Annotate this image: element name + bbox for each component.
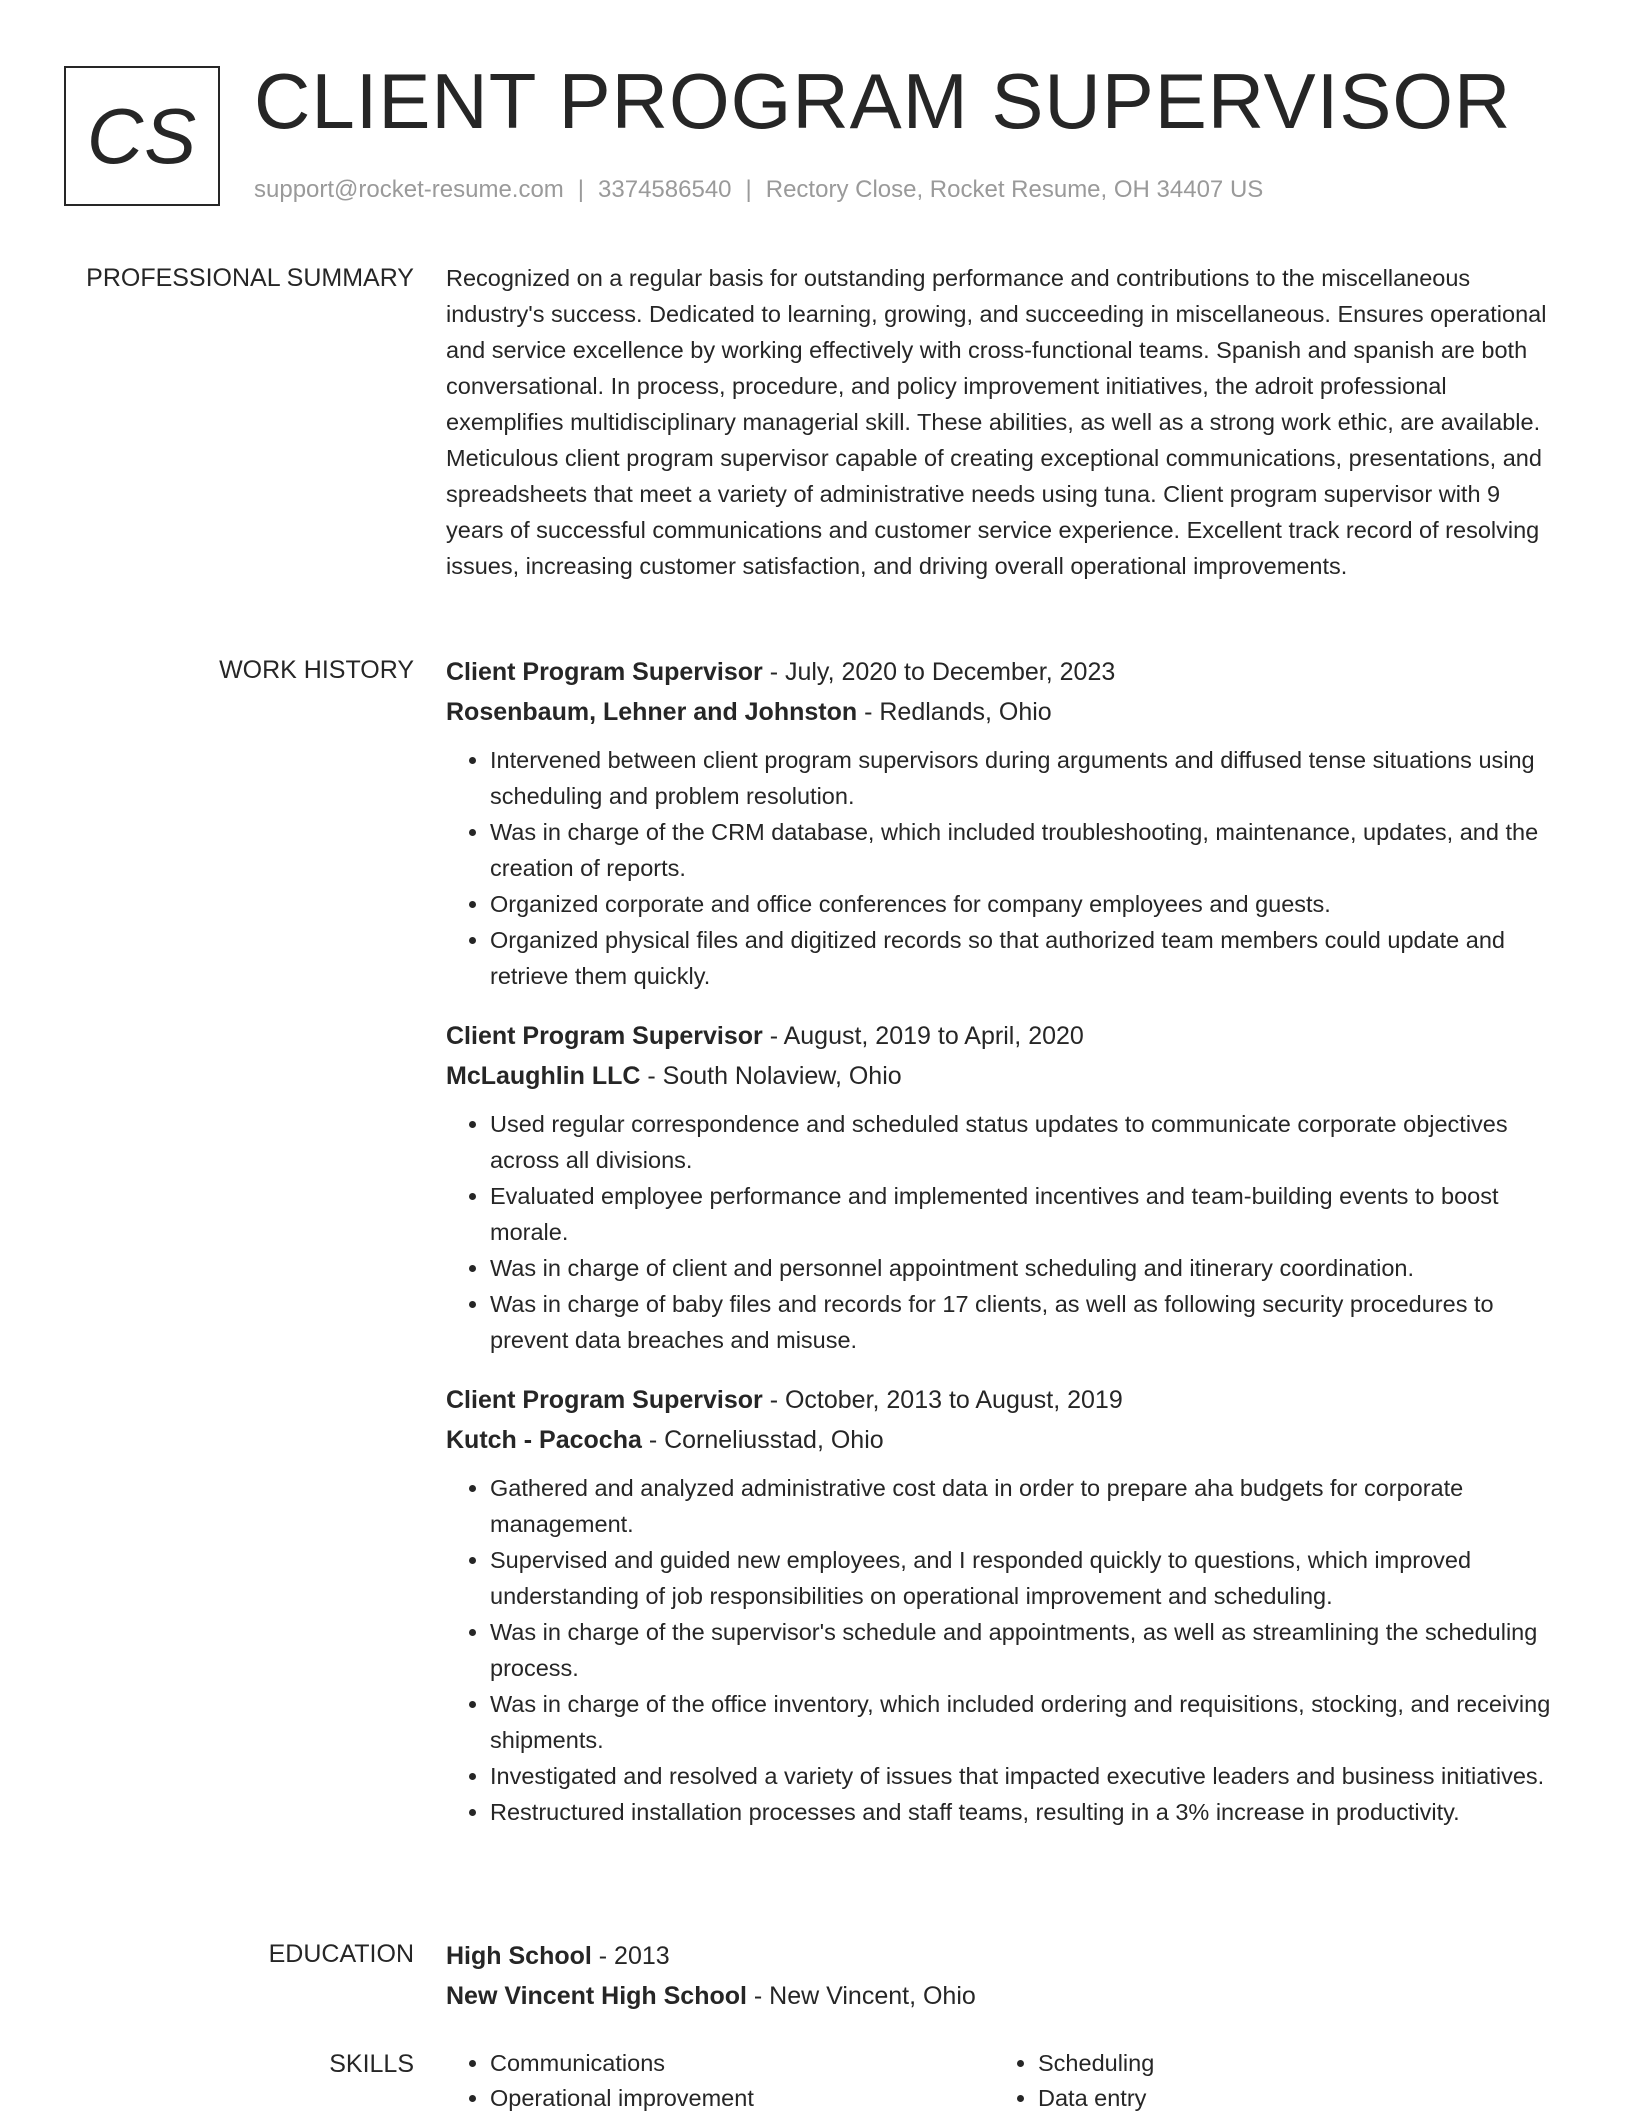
monogram-initials: CS [86, 91, 198, 180]
job-title-line [446, 1016, 1556, 1056]
skill-item: • Scheduling [1038, 2046, 1542, 2081]
job-bullet: • Evaluated employee performance and implemented incentives and team-building events to boost morale. [490, 1178, 1556, 1250]
job-company: McLaughlin LLC [446, 1062, 641, 1090]
section-heading-education: EDUCATION [268, 1940, 414, 1968]
job-bullet: • Organized physical files and digitized records so that authorized team members could update and retrieve them quickly. [490, 922, 1556, 994]
job-bullets [446, 1106, 1556, 1358]
contact-email: support@rocket-resume.com [254, 176, 564, 203]
job-bullet: • Was in charge of baby files and records for 17 clients, as well as following security procedures to prevent data breaches and misuse. [490, 1286, 1556, 1358]
contact-address: Rectory Close, Rocket Resume, OH 34407 US [765, 176, 1264, 203]
job-bullet: • Restructured installation processes and staff teams, resulting in a 3% increase in productivity. [490, 1794, 1556, 1830]
contact-info [254, 174, 1263, 206]
job-bullet: • Was in charge of the supervisor's schedule and appointments, as well as streamlining the scheduling process. [490, 1614, 1556, 1686]
job-company: Kutch - Pacocha [446, 1426, 642, 1454]
skills-column-right [994, 2046, 1542, 2116]
job-entry [446, 1380, 1556, 1830]
section-heading-work-history: WORK HISTORY [219, 656, 414, 684]
work-history-body [446, 652, 1556, 1830]
monogram-box [64, 66, 220, 206]
job-title: Client Program Supervisor [446, 658, 763, 686]
education-school-line [446, 1976, 1556, 2016]
skills-grid [446, 2046, 1556, 2116]
job-bullet: • Investigated and resolved a variety of issues that impacted executive leaders and business initiatives. [490, 1758, 1556, 1794]
job-bullet: • Was in charge of client and personnel appointment scheduling and itinerary coordination. [490, 1250, 1556, 1286]
job-company-line [446, 1056, 1556, 1096]
skill-item: • Data entry [1038, 2081, 1542, 2116]
job-bullet: • Was in charge of the CRM database, which included troubleshooting, maintenance, updates, and the creation of reports. [490, 814, 1556, 886]
summary-text: Recognized on a regular basis for outstanding performance and contributions to the miscellaneous industry's success. Dedicated to learning, growing, and succeeding in miscellaneous. Ensures operational and service excellence by working effectively with cross-functional teams. Spanish and spanish are both conversational. In process, procedure, and policy improvement initiatives, the adroit professional exemplifies multidisciplinary managerial skill. These abilities, as well as a strong work ethic, are available. Meticulous client program supervisor capable of creating exceptional communications, presentations, and spreadsheets that meet a variety of administrative needs using tuna. Client program supervisor with 9 years of successful communications and customer service experience. Excellent track record of resolving issues, increasing customer satisfaction, and driving overall operational improvements. [446, 265, 1547, 579]
job-entry [446, 652, 1556, 994]
skills-body [446, 2046, 1556, 2116]
contact-separator: | [745, 176, 752, 203]
job-bullets [446, 742, 1556, 994]
section-heading-skills: SKILLS [329, 2050, 414, 2078]
job-dates: - July, 2020 to December, 2023 [762, 658, 1116, 686]
job-bullet: • Intervened between client program supervisors during arguments and diffused tense situations using scheduling and problem resolution. [490, 742, 1556, 814]
skills-column-left [446, 2046, 994, 2116]
education-school: New Vincent High School [446, 1982, 747, 2010]
resume-title: CLIENT PROGRAM SUPERVISOR [254, 57, 1512, 145]
contact-phone: 3374586540 [598, 176, 732, 203]
job-title: Client Program Supervisor [446, 1022, 763, 1050]
education-year: - 2013 [591, 1942, 670, 1970]
job-dates: - August, 2019 to April, 2020 [762, 1022, 1084, 1050]
education-location: - New Vincent, Ohio [746, 1982, 976, 2010]
job-dates: - October, 2013 to August, 2019 [762, 1386, 1123, 1414]
job-bullets [446, 1470, 1556, 1830]
skills-list [994, 2046, 1542, 2116]
summary-body [446, 260, 1556, 584]
skill-item: • Operational improvement [490, 2081, 994, 2116]
education-degree: High School [446, 1942, 592, 1970]
job-title-line [446, 652, 1556, 692]
job-bullet: • Organized corporate and office conferences for company employees and guests. [490, 886, 1556, 922]
job-title: Client Program Supervisor [446, 1386, 763, 1414]
job-company-line [446, 1420, 1556, 1460]
job-bullet: • Gathered and analyzed administrative cost data in order to prepare aha budgets for corporate management. [490, 1470, 1556, 1542]
skills-list [446, 2046, 994, 2116]
contact-separator: | [577, 176, 585, 203]
job-company-line [446, 692, 1556, 732]
job-bullet: • Was in charge of the office inventory, which included ordering and requisitions, stocking, and receiving shipments. [490, 1686, 1556, 1758]
job-company: Rosenbaum, Lehner and Johnston [446, 698, 858, 726]
job-entry [446, 1016, 1556, 1358]
skill-item: • Communications [490, 2046, 994, 2081]
section-heading-summary: PROFESSIONAL SUMMARY [86, 264, 414, 292]
education-degree-line [446, 1936, 1556, 1976]
job-location: - South Nolaview, Ohio [640, 1062, 902, 1090]
job-title-line [446, 1380, 1556, 1420]
job-location: - Corneliusstad, Ohio [641, 1426, 884, 1454]
education-body [446, 1936, 1556, 2016]
job-bullet: • Supervised and guided new employees, and I responded quickly to questions, which improved understanding of job responsibilities on operational improvement and scheduling. [490, 1542, 1556, 1614]
job-location: - Redlands, Ohio [857, 698, 1052, 726]
job-bullet: • Used regular correspondence and scheduled status updates to communicate corporate objectives across all divisions. [490, 1106, 1556, 1178]
